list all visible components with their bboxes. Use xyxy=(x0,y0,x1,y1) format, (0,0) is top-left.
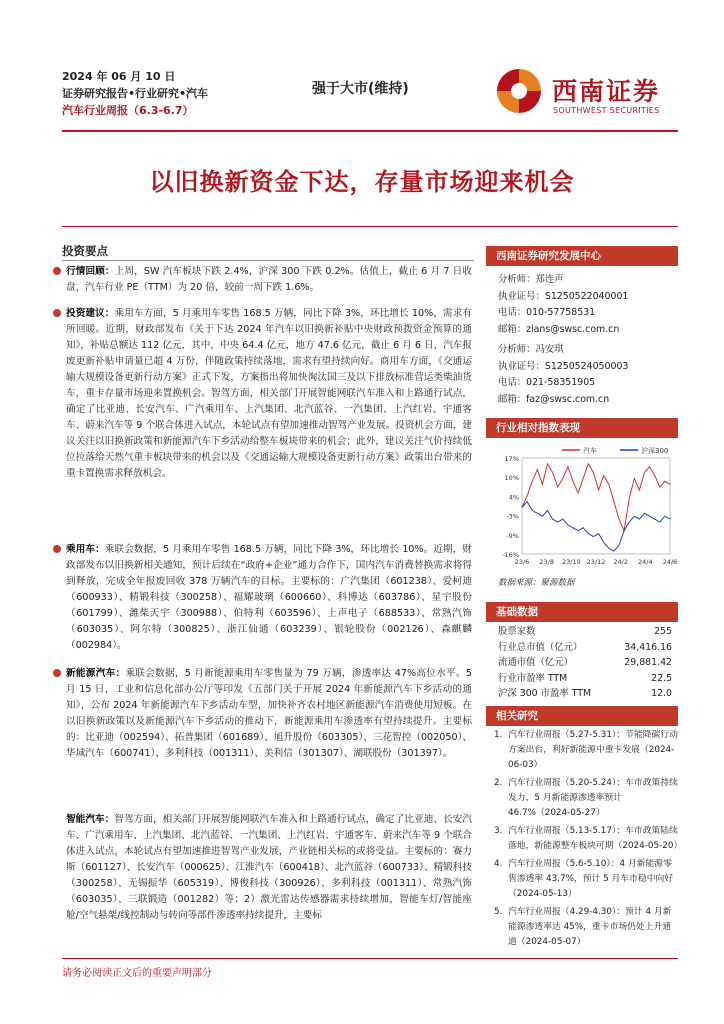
brand-name-cn: 西南证券 xyxy=(552,77,661,106)
series-line-auto xyxy=(522,464,670,531)
table-row xyxy=(498,686,672,702)
kv-label: 沪深 300 市盈率 TTM xyxy=(498,688,592,699)
kv-value: 12.0 xyxy=(651,688,672,699)
basic-data-header: 基础数据 xyxy=(486,602,678,622)
y-tick-label: -16% xyxy=(502,551,519,559)
rating: 强于大市(维持) xyxy=(312,81,409,97)
bullet-icon xyxy=(53,309,61,317)
index-performance-header: 行业相对指数表现 xyxy=(486,418,678,438)
item-text: 汽车行业周报（4.29-4.30）：预计 4 月新能源渗透率达 45%，重卡市场仍处上升通道（2024-05-07） xyxy=(508,907,672,947)
para-label: 行情回顾： xyxy=(66,266,115,277)
analyst-email[interactable]: 邮箱：zlans@swsc.com.cn xyxy=(498,323,620,335)
para-new-energy xyxy=(66,666,472,762)
header-divider xyxy=(62,130,678,132)
x-tick-label: 23/12 xyxy=(586,558,606,566)
item-text: 汽车行业周报（5.6-5.10）：4 月新能源零售渗透率 43.7%，预计 5 月车市稳中向好（2024-05-13） xyxy=(508,859,674,899)
para-label: 新能源汽车： xyxy=(66,668,126,679)
x-tick-label: 23/6 xyxy=(514,558,530,566)
y-tick-label: 17% xyxy=(504,455,519,463)
item-num: 3. xyxy=(494,826,503,836)
item-text: 汽车行业周报（5.27-5.31）：节能降碳行动方案出台，利好新能源中重卡发展（2024-06-03） xyxy=(508,730,678,770)
related-research-list xyxy=(494,728,683,950)
list-item[interactable] xyxy=(494,905,678,950)
section-title: 投资要点 xyxy=(62,244,108,258)
table-row xyxy=(498,671,672,687)
item-num: 5. xyxy=(494,907,503,917)
kv-label: 流通市值（亿元） xyxy=(498,657,574,668)
para-text: 乘联会数据，5 月新能源乘用车零售量为 79 万辆，渗透率达 47%高位水平。5 月 15 日，工业和信息化部办公厅等印发《五部门关于开展 2024 年新能源汽车下乡活动的通知》，公布 2024 年新能源汽车下乡活动车型，加快补齐农村地区新能源汽车消费使用短板。在以旧换新政策以及新能源汽车下乡活动的推动下，新能源乘用车渗透率有望持续提升。主要标的：比亚迪（002594）、拓普集团（601689）、旭升股份（603305）、三花智控（002050）、华域汽车（600741）、多利科技（001311）、美利信（301307）、湖联股份（301397）。 xyxy=(66,668,473,759)
kv-label: 行业总市值（亿元） xyxy=(498,641,583,653)
header-meta xyxy=(62,68,208,119)
item-num: 2. xyxy=(494,778,503,788)
research-center-header: 西南证券研究发展中心 xyxy=(486,246,678,266)
y-tick-label: 4% xyxy=(508,493,519,502)
related-research-header: 相关研究 xyxy=(486,706,678,726)
report-date: 2024 年 06 月 10 日 xyxy=(62,70,176,83)
analyst-name: 分析师：冯安琪 xyxy=(498,344,564,355)
kv-label: 行业市盈率 TTM xyxy=(498,672,568,684)
kv-value: 29,881.42 xyxy=(624,657,672,668)
table-row xyxy=(498,624,672,640)
title-divider xyxy=(62,226,678,227)
analyst-phone: 电话：021-58351905 xyxy=(498,377,596,388)
y-tick-label: 10% xyxy=(504,474,519,483)
x-tick-label: 23/8 xyxy=(539,558,554,566)
section-underline xyxy=(62,260,474,261)
brand-logo-icon xyxy=(494,66,544,116)
legend-label: 汽车 xyxy=(583,447,597,455)
list-item[interactable] xyxy=(494,776,678,821)
para-investment-advice xyxy=(66,306,472,482)
analyst-email[interactable]: 邮箱：faz@swsc.com.cn xyxy=(498,393,610,405)
bullet-icon xyxy=(53,267,61,275)
para-label: 智能汽车： xyxy=(66,814,115,825)
analyst-cert: 执业证号：S1250524050003 xyxy=(498,360,629,372)
para-passenger-car xyxy=(66,542,472,654)
x-tick-label: 24/2 xyxy=(613,558,628,566)
para-text: 乘用车方面，5 月乘用车零售 168.5 万辆，同比下降 3%，环比增长 10%，需求有所回暖。近期，财政部发布《关于下达 2024 年汽车以旧换新补贴中央财政预拨资金预算的通知》，补贴总额达 112 亿元，其中，中央 64.4 亿元，地方 47.6 亿元，截止 6 月 6 日，汽车报废更新补贴申请量已超 4 万份，伴随政策持续落地，需求有望持续向好。商用车方面，《交通运输大规模设备更新行动方案》正式下发，方案指出将加快淘汰国三及以下排放标准营运类柴油货车，重卡存量市场迎来置换机会。智驾方面，相关部门开展智能网联汽车准入和上路通行试点，确定了比亚迪、长安汽车、广汽乘用车、上汽集团、北汽蓝谷、一汽集团、上汽红岩、宇通客车、蔚来汽车等 9 个联合体进入试点，本轮试点有望加速推动智驾产业发展。投资机会方面，建议关注以旧换新政策和新能源汽车下乡活动给整车板块带来的机会；此外，建议关注气价持续低位拉落给天然气重卡板块带来的机会以及《交通运输大规模设备更新行动方案》政策出台带来的重卡置换需求释放机会。 xyxy=(66,308,473,479)
chart-source: 数据来源：聚源数据 xyxy=(498,578,575,588)
plot-frame xyxy=(522,458,670,554)
para-smart-car xyxy=(66,812,472,954)
legend-label: 沪深300 xyxy=(641,447,669,455)
y-tick-label: -9% xyxy=(506,531,519,540)
bullet-icon xyxy=(53,669,61,677)
kv-label: 股票家数 xyxy=(498,626,536,637)
basic-data-table xyxy=(498,624,672,702)
analyst-phone: 电话：010-57758531 xyxy=(498,307,596,318)
page-title: 以旧换新资金下达，存量市场迎来机会 xyxy=(149,168,575,196)
kv-value: 22.5 xyxy=(651,672,672,684)
para-text: 上周，SW 汽车板块下跌 2.4%，沪深 300 下跌 0.2%。估值上，截止 6 月 7 日收盘，汽车行业 PE（TTM）为 20 倍，较前一周下跌 1.6%。 xyxy=(66,266,472,293)
item-num: 4. xyxy=(494,859,503,869)
report-name: 汽车行业周报（6.3-6.7） xyxy=(62,104,194,117)
kv-value: 34,416.16 xyxy=(624,641,672,653)
para-market-review xyxy=(66,264,472,296)
x-tick-label: 24/4 xyxy=(638,558,653,566)
list-item[interactable] xyxy=(494,824,683,854)
kv-value: 255 xyxy=(654,626,672,637)
relative-index-chart xyxy=(488,442,678,574)
table-row xyxy=(498,640,672,656)
analyst-name: 分析师：郑连声 xyxy=(498,274,564,285)
analyst-2 xyxy=(498,342,678,408)
para-label: 乘用车： xyxy=(66,544,105,555)
para-label: 投资建议： xyxy=(66,308,115,319)
footer-divider xyxy=(62,958,678,959)
report-type: 证券研究报告•行业研究•汽车 xyxy=(62,87,209,100)
brand-name-en: SOUTHWEST SECURITIES xyxy=(553,106,660,115)
item-text: 汽车行业周报（5.20-5.24）：车市政策持续发力，5 月新能源渗透率预计 46.7%（2024-05-27） xyxy=(508,778,678,818)
item-num: 1. xyxy=(494,730,503,740)
y-tick-label: -3% xyxy=(506,512,519,521)
item-text: 汽车行业周报（5.13-5.17）：车市政策陆续落地，新能源整车板块可期（2024-05-20） xyxy=(508,826,683,851)
analyst-1 xyxy=(498,272,678,338)
series-line-hs300 xyxy=(522,502,670,551)
bullet-icon xyxy=(53,545,61,553)
analyst-cert: 执业证号：S1250522040001 xyxy=(498,290,629,302)
table-row xyxy=(498,655,672,671)
list-item[interactable] xyxy=(494,857,678,902)
para-text: 智驾方面，相关部门开展智能网联汽车准入和上路通行试点，确定了比亚迪、长安汽车、广汽乘用车、上汽集团、北汽蓝谷、一汽集团、上汽红岩、宇通客车、蔚来汽车等 9 个联合体进入试点，本轮试点有望加速推进智驾产业发展，产业链相关标的或将受益。主要标的：赛力斯（601127）、长安汽车（000625）、江淮汽车（600418）、北汽蓝谷（600733）、精锻科技（300258）、无锡振华（605319）、博俊科技（300926）、多利科技（001311）、常熟汽饰（603035）、三联锻造（001282）等；2）激光雷达传感器需求持续增加，智能车灯/智能座舱/空气悬架/线控制动与转向等部件渗透率持续提升，主要标 xyxy=(66,814,472,921)
x-tick-label: 24/6 xyxy=(662,558,678,566)
x-tick-label: 23/10 xyxy=(561,558,581,566)
footer-disclaimer: 请务必阅读正文后的重要声明部分 xyxy=(62,968,212,979)
list-item[interactable] xyxy=(494,728,678,773)
para-text: 乘联会数据，5 月乘用车零售 168.5 万辆，同比下降 3%，环比增长 10%。近期，财政部发布以旧换新相关通知，预计后续在“政府+企业”通力合作下，国内汽车消费替换需求将得到释放，完成全年报废回收 378 万辆汽车的目标。主要标的：广汽集团（601238）、爱柯迪（600933）、精锻科技（300258）、福耀玻璃（600660）、科博达（603786）、星宇股份（601799）、潍柴天宇（300988）、伯特利（603596）、上声电子（688533）、常熟汽饰（603035）、阿尔特（300825）、浙江仙通（603239）、银轮股份（002126）、森麒麟（002984）。 xyxy=(66,544,473,651)
